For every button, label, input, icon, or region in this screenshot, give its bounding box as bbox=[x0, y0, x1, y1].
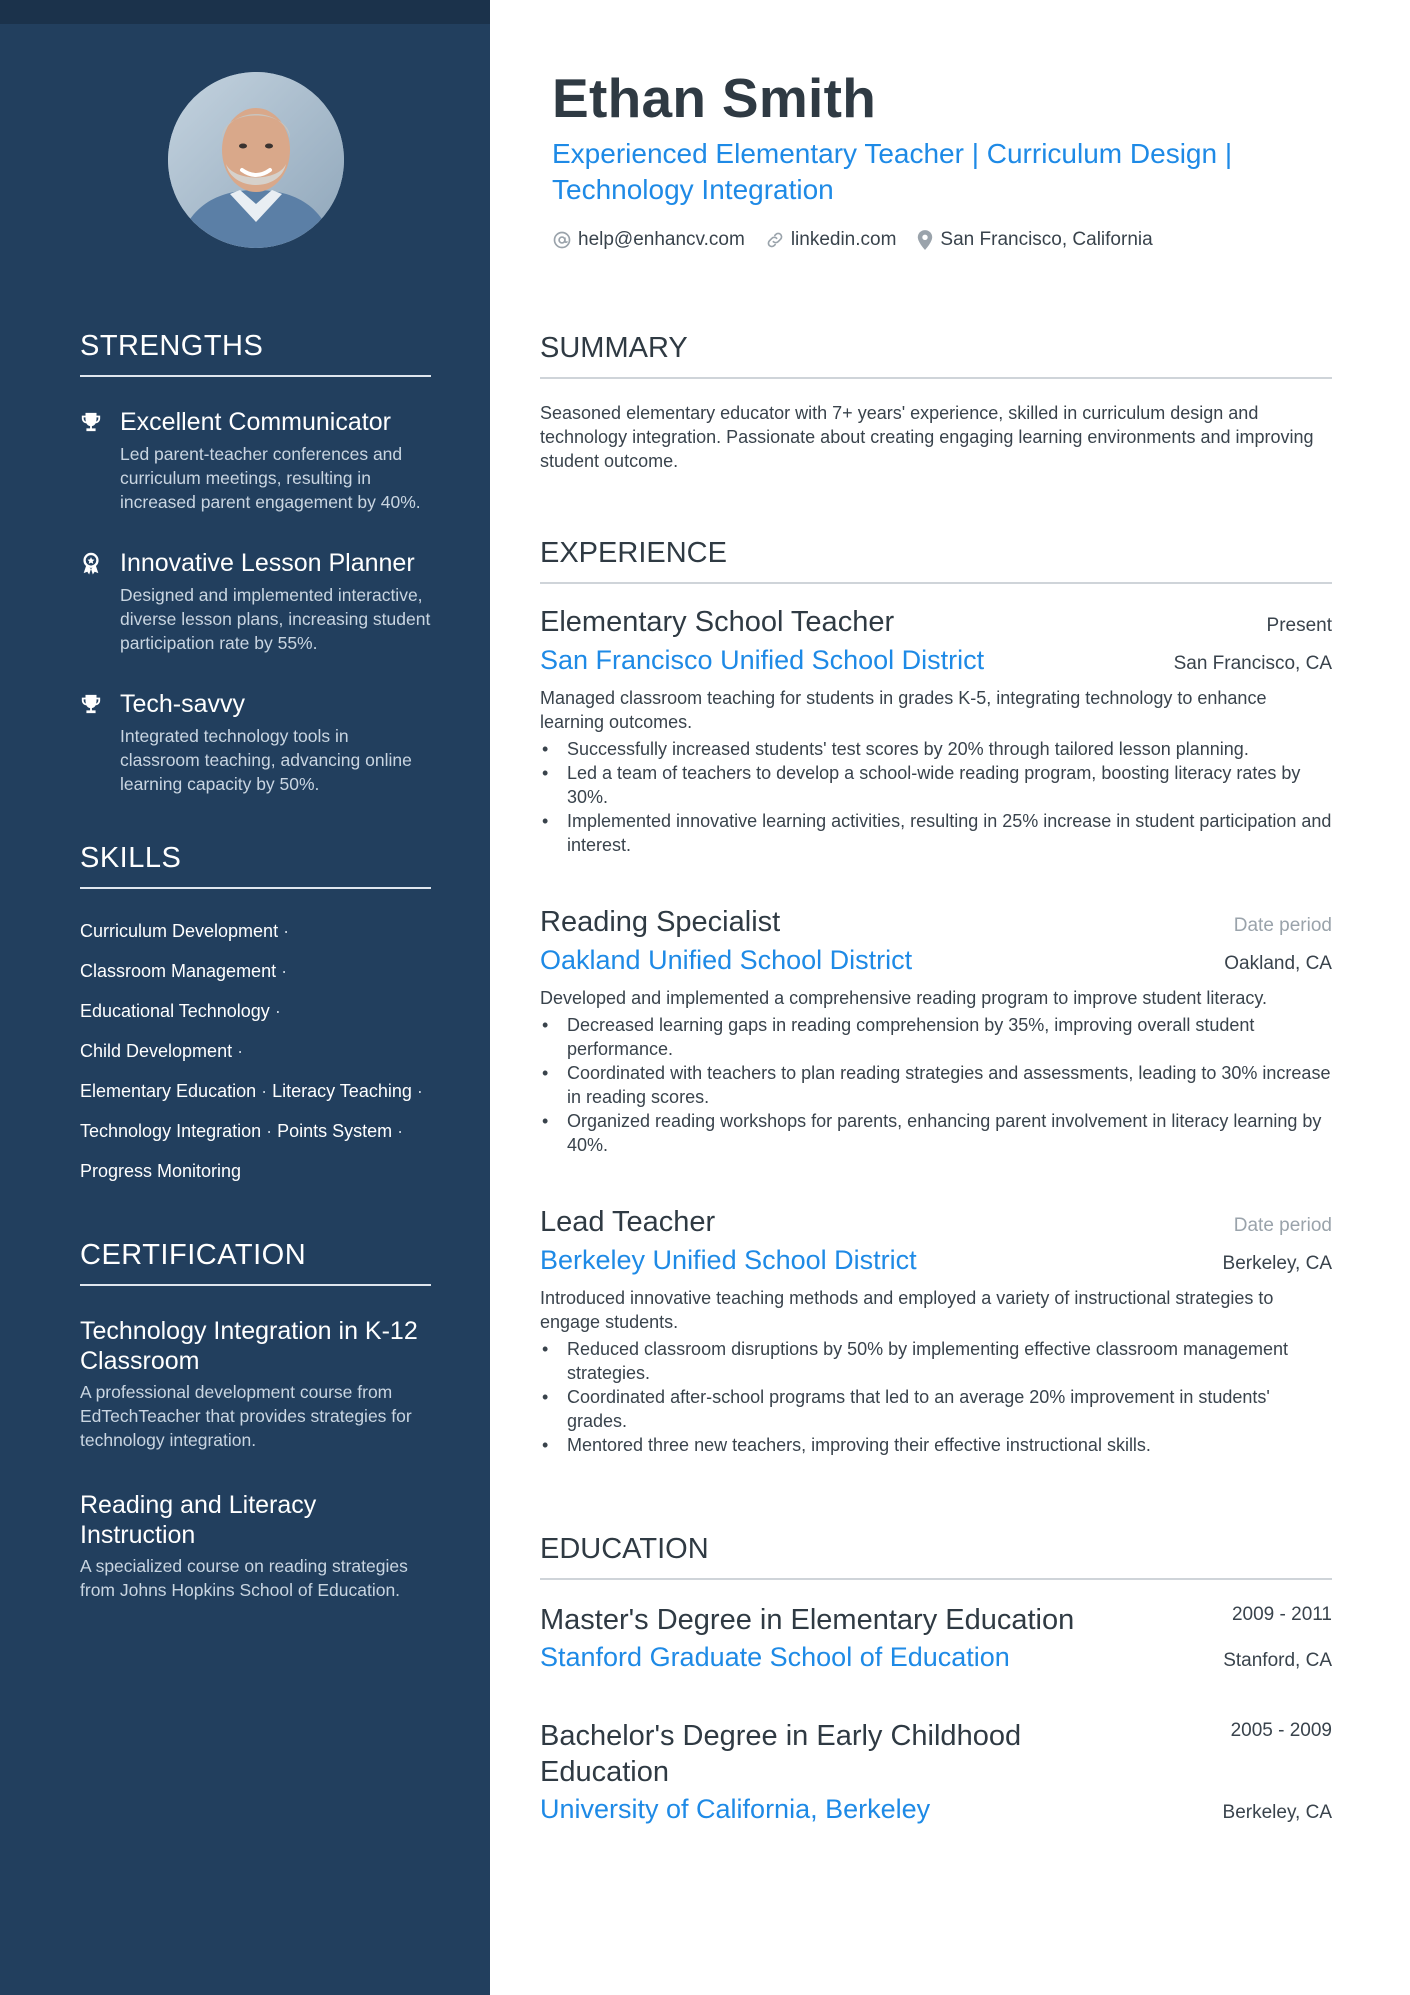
degree-title: Master's Degree in Elementary Education bbox=[540, 1604, 1075, 1636]
skill-item: Classroom Management bbox=[80, 961, 277, 981]
skill-line: Classroom Management · bbox=[80, 961, 288, 981]
award-ribbon-icon bbox=[80, 548, 120, 655]
skill-line bbox=[80, 1159, 431, 1183]
strength-item bbox=[80, 548, 431, 655]
strength-title: Excellent Communicator bbox=[120, 408, 391, 436]
certification-item bbox=[80, 1316, 431, 1452]
certification-title: Technology Integration in K-12 Classroom bbox=[80, 1317, 418, 1375]
skill-item: Progress Monitoring bbox=[80, 1161, 242, 1181]
email-text: help@enhancv.com bbox=[578, 229, 745, 250]
skill-item: Child Development bbox=[80, 1041, 233, 1061]
job-title: Reading Specialist bbox=[540, 906, 781, 938]
linkedin-text: linkedin.com bbox=[790, 229, 897, 250]
at-icon bbox=[552, 230, 572, 250]
job-bullet: • Coordinated after-school programs that led to an average 20% improvement in students' grades. bbox=[540, 1385, 1332, 1433]
summary-heading: SUMMARY bbox=[540, 332, 1332, 379]
skill-item: Literacy Teaching bbox=[272, 1081, 412, 1101]
education-item bbox=[540, 1602, 1332, 1673]
job-description: Managed classroom teaching for students in grades K-5, integrating technology to enhance learning outcomes. bbox=[540, 688, 1267, 732]
education-location: Stanford, CA bbox=[1223, 1650, 1332, 1671]
job-bullets bbox=[540, 1013, 1332, 1157]
company-name: Oakland Unified School District bbox=[540, 945, 913, 975]
skill-line: Elementary Education · Literacy Teaching · bbox=[80, 1081, 423, 1101]
skill-item: Elementary Education bbox=[80, 1081, 257, 1101]
summary-text: Seasoned elementary educator with 7+ years' experience, skilled in curriculum design and technology integration. Passionate about creating engaging learning environments and improving student outcome. bbox=[540, 403, 1314, 471]
certification-desc: A specialized course on reading strategies from Johns Hopkins School of Education. bbox=[80, 1556, 408, 1600]
profile-photo bbox=[168, 72, 344, 248]
sidebar-content bbox=[80, 330, 431, 1640]
sidebar-top-bar bbox=[0, 0, 490, 24]
experience-heading: EXPERIENCE bbox=[540, 537, 1332, 584]
job-date: Date period bbox=[1233, 915, 1332, 936]
job-title: Elementary School Teacher bbox=[540, 606, 895, 638]
school-name: University of California, Berkeley bbox=[540, 1794, 931, 1824]
contact-row bbox=[552, 229, 1173, 251]
job-bullet: • Led a team of teachers to develop a school-wide reading program, boosting literacy rates by 30%. bbox=[540, 761, 1332, 809]
contact-location bbox=[916, 229, 1152, 251]
experience-item bbox=[540, 1206, 1332, 1457]
job-bullet: • Decreased learning gaps in reading comprehension by 35%, improving overall student performance. bbox=[540, 1013, 1332, 1061]
education-date: 2009 - 2011 bbox=[1231, 1604, 1332, 1625]
job-location: San Francisco, CA bbox=[1173, 653, 1332, 674]
job-location: Berkeley, CA bbox=[1222, 1253, 1332, 1274]
job-description: Developed and implemented a comprehensive reading program to improve student literacy. bbox=[540, 988, 1268, 1008]
certification-title: Reading and Literacy Instruction bbox=[80, 1491, 317, 1549]
strength-title: Tech-savvy bbox=[120, 690, 246, 718]
degree-title: Bachelor's Degree in Early Childhood Education bbox=[540, 1720, 1022, 1788]
strength-desc: Led parent-teacher conferences and curriculum meetings, resulting in increased parent engagement by 40%. bbox=[120, 444, 421, 512]
skills-list bbox=[80, 919, 431, 1183]
strength-desc: Integrated technology tools in classroom teaching, advancing online learning capacity by 50%. bbox=[120, 726, 412, 794]
certification-item bbox=[80, 1490, 431, 1602]
company-name: San Francisco Unified School District bbox=[540, 645, 985, 675]
sidebar bbox=[0, 0, 490, 1995]
avatar bbox=[168, 72, 344, 248]
job-date: Date period bbox=[1233, 1215, 1332, 1236]
job-bullets bbox=[540, 1337, 1332, 1457]
certification-desc: A professional development course from EdTechTeacher that provides strategies for technology integration. bbox=[80, 1382, 412, 1450]
trophy-icon bbox=[80, 407, 120, 514]
skill-line: Child Development · bbox=[80, 1041, 244, 1061]
location-pin-icon bbox=[916, 229, 934, 251]
skill-line: Technology Integration · Points System · bbox=[80, 1121, 404, 1141]
company-name: Berkeley Unified School District bbox=[540, 1245, 917, 1275]
experience-item bbox=[540, 606, 1332, 857]
job-description: Introduced innovative teaching methods and employed a variety of instructional strategies to engage students. bbox=[540, 1288, 1274, 1332]
job-bullet: • Coordinated with teachers to plan reading strategies and assessments, leading to 30% increase in reading scores. bbox=[540, 1061, 1332, 1109]
job-bullet: • Successfully increased students' test scores by 20% through tailored lesson planning. bbox=[540, 737, 1332, 761]
link-icon bbox=[765, 230, 785, 250]
contact-email[interactable] bbox=[552, 229, 745, 251]
job-bullet: • Implemented innovative learning activities, resulting in 25% increase in student participation and interest. bbox=[540, 809, 1332, 857]
skill-item: Points System bbox=[277, 1121, 393, 1141]
strengths-heading: STRENGTHS bbox=[80, 330, 431, 377]
education-location: Berkeley, CA bbox=[1222, 1802, 1332, 1823]
skill-item: Educational Technology bbox=[80, 1001, 270, 1021]
skill-item: Curriculum Development bbox=[80, 921, 279, 941]
education-item bbox=[540, 1718, 1332, 1825]
certification-heading: CERTIFICATION bbox=[80, 1239, 431, 1286]
experience-item bbox=[540, 906, 1332, 1157]
strength-desc: Designed and implemented interactive, diverse lesson plans, increasing student participation rate by 55%. bbox=[120, 585, 431, 653]
school-name: Stanford Graduate School of Education bbox=[540, 1642, 1010, 1672]
skill-item: Technology Integration bbox=[80, 1121, 262, 1141]
strength-item bbox=[80, 689, 431, 796]
job-location: Oakland, CA bbox=[1224, 953, 1332, 974]
location-text: San Francisco, California bbox=[940, 229, 1153, 250]
trophy-icon bbox=[80, 689, 120, 796]
skill-line: Educational Technology · bbox=[80, 1001, 281, 1021]
job-bullets bbox=[540, 737, 1332, 857]
contact-linkedin[interactable] bbox=[765, 229, 897, 251]
job-title: Lead Teacher bbox=[540, 1206, 716, 1238]
job-bullet: • Mentored three new teachers, improving their effective instructional skills. bbox=[540, 1433, 1332, 1457]
strength-item bbox=[80, 407, 431, 514]
strength-title: Innovative Lesson Planner bbox=[120, 549, 415, 577]
candidate-name: Ethan Smith bbox=[552, 67, 877, 129]
education-heading: EDUCATION bbox=[540, 1533, 1332, 1580]
job-bullet: • Reduced classroom disruptions by 50% by implementing effective classroom management strategies. bbox=[540, 1337, 1332, 1385]
education-date: 2005 - 2009 bbox=[1230, 1720, 1332, 1741]
job-date: Present bbox=[1266, 615, 1332, 636]
job-bullet: • Organized reading workshops for parents, enhancing parent involvement in literacy learning by 40%. bbox=[540, 1109, 1332, 1157]
skill-line: Curriculum Development · bbox=[80, 921, 290, 941]
skills-heading: SKILLS bbox=[80, 842, 431, 889]
headline: Experienced Elementary Teacher | Curriculum Design | Technology Integration bbox=[552, 138, 1233, 205]
